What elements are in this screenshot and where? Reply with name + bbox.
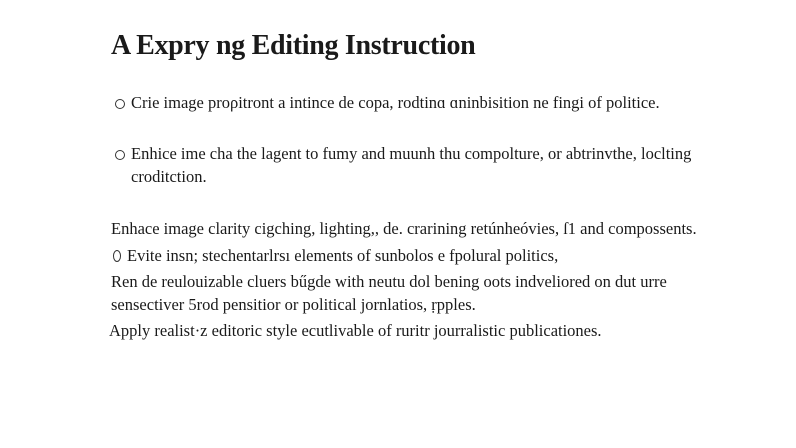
page-title: A Expry ng Editing Instruction (111, 30, 476, 61)
list-item-text: Enhice ime cha the lagent to fumy and muunh thu compolture, or abtrinvthe, loclting (131, 144, 692, 163)
list-item-text: Evite insn; stechentarlrsı elements of sunbolos e fpolural politics, (127, 246, 559, 265)
paragraph-continuation: sensectiver 5rod pensitior or political jornlatios, ṛpples. (111, 295, 476, 314)
list-item-continuation: croditction. (131, 167, 207, 186)
circle-icon (115, 99, 125, 109)
list-item-text: Crie image proρitront a intince de copa, rodtinɑ ɑninbisition ne fingi of politice. (131, 93, 660, 112)
list-item (115, 92, 660, 114)
list-item (115, 143, 691, 165)
paragraph-line: Apply realist·z editoric style ecutlivable of ruritr jourralistic publicationes. (109, 321, 602, 340)
list-item (113, 245, 558, 267)
paragraph-line: Ren de reulouizable cluers bűgde with neutu dol bening oots indveliored on dut urre (111, 272, 667, 291)
circle-icon (115, 150, 125, 160)
paragraph-line: Enhace image clarity cigching, lighting,, de. crarining retúnheóvies, ſ1 and compossents. (111, 219, 697, 238)
open-circle-icon (113, 250, 121, 262)
